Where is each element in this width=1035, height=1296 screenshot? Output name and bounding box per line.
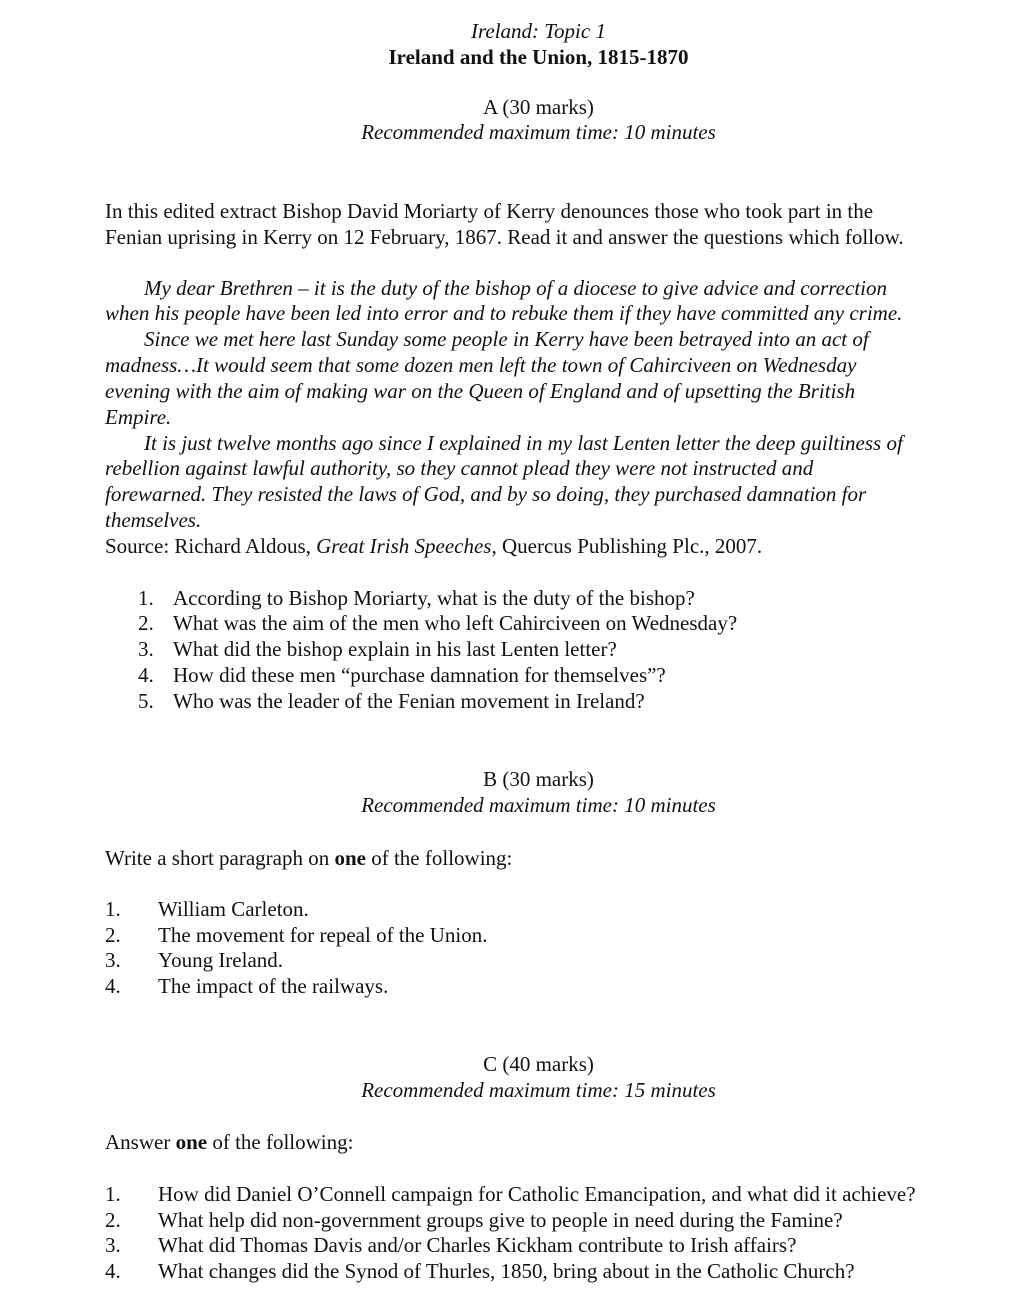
source-book-title: Great Irish Speeches — [316, 534, 492, 558]
question-text: Who was the leader of the Fenian movement in Ireland? — [173, 689, 645, 713]
item-text: The impact of the railways. — [158, 974, 389, 998]
instruction-emphasis: one — [334, 846, 366, 870]
section-b-time: Recommended maximum time: 10 minutes — [361, 793, 716, 817]
item-number: 4. — [105, 974, 121, 998]
question-text: According to Bishop Moriarty, what is the duty of the bishop? — [173, 586, 695, 610]
section-c-heading: C (40 marks) — [483, 1052, 594, 1076]
extract-line: My dear Brethren – it is the duty of the bishop of a diocese to give advice and correction — [144, 276, 887, 300]
item-text: How did Daniel O’Connell campaign for Catholic Emancipation, and what did it achieve? — [158, 1182, 916, 1206]
item-text: What help did non-government groups give to people in need during the Famine? — [158, 1208, 843, 1232]
question-number: 2. — [138, 611, 154, 635]
item-number: 3. — [105, 1233, 121, 1257]
section-b-instruction — [105, 845, 512, 871]
section-b-heading: B (30 marks) — [483, 767, 594, 791]
instruction-suffix: of the following: — [207, 1130, 354, 1154]
item-text: The movement for repeal of the Union. — [158, 923, 488, 947]
question-number: 5. — [138, 689, 154, 713]
item-text: Young Ireland. — [158, 948, 284, 972]
item-number: 3. — [105, 948, 121, 972]
extract-line: themselves. — [105, 508, 202, 532]
topic-label: Ireland: Topic 1 — [471, 19, 606, 43]
source-suffix: , Quercus Publishing Plc., 2007. — [491, 534, 763, 558]
section-a-intro-line: In this edited extract Bishop David Moriarty of Kerry denounces those who took part in the — [105, 199, 874, 223]
item-number: 2. — [105, 1208, 121, 1232]
item-text: William Carleton. — [158, 897, 309, 921]
item-number: 1. — [105, 1182, 121, 1206]
item-number: 1. — [105, 897, 121, 921]
question-number: 4. — [138, 663, 154, 687]
instruction-emphasis: one — [175, 1130, 208, 1154]
question-number: 1. — [138, 586, 154, 610]
extract-line: Since we met here last Sunday some people in Kerry have been betrayed into an act of — [144, 327, 869, 351]
question-number: 3. — [138, 637, 154, 661]
question-text: What was the aim of the men who left Cahirciveen on Wednesday? — [173, 611, 738, 635]
section-c-instruction — [105, 1129, 353, 1155]
question-text: What did the bishop explain in his last Lenten letter? — [173, 637, 617, 661]
source-prefix: Source: Richard Aldous, — [105, 534, 317, 558]
item-text: What did Thomas Davis and/or Charles Kickham contribute to Irish affairs? — [158, 1233, 797, 1257]
instruction-prefix: Answer — [105, 1130, 176, 1154]
item-number: 2. — [105, 923, 121, 947]
item-text: What changes did the Synod of Thurles, 1850, bring about in the Catholic Church? — [158, 1259, 855, 1283]
section-c-time: Recommended maximum time: 15 minutes — [361, 1078, 716, 1102]
extract-line: Empire. — [105, 405, 172, 429]
section-a-heading: A (30 marks) — [483, 95, 594, 119]
extract-line: forewarned. They resisted the laws of God, and by so doing, they purchased damnation for — [105, 482, 867, 506]
extract-line: madness…It would seem that some dozen men left the town of Cahirciveen on Wednesday — [105, 353, 857, 377]
extract-line: rebellion against lawful authority, so they cannot plead they were not instructed and — [105, 456, 814, 480]
instruction-prefix: Write a short paragraph on — [105, 846, 335, 870]
section-a-time: Recommended maximum time: 10 minutes — [361, 120, 716, 144]
page-title: Ireland and the Union, 1815-1870 — [388, 45, 689, 69]
extract-line: when his people have been led into error and to rebuke them if they have committed any crime. — [105, 301, 903, 325]
question-text: How did these men “purchase damnation for themselves”? — [173, 663, 666, 687]
source-citation — [105, 533, 762, 559]
instruction-suffix: of the following: — [365, 846, 513, 870]
extract-line: It is just twelve months ago since I explained in my last Lenten letter the deep guiltiness of — [144, 431, 903, 455]
extract-line: evening with the aim of making war on the Queen of England and of upsetting the British — [105, 379, 856, 403]
item-number: 4. — [105, 1259, 121, 1283]
section-a-intro-line: Fenian uprising in Kerry on 12 February, 1867. Read it and answer the questions which follow. — [105, 225, 904, 249]
